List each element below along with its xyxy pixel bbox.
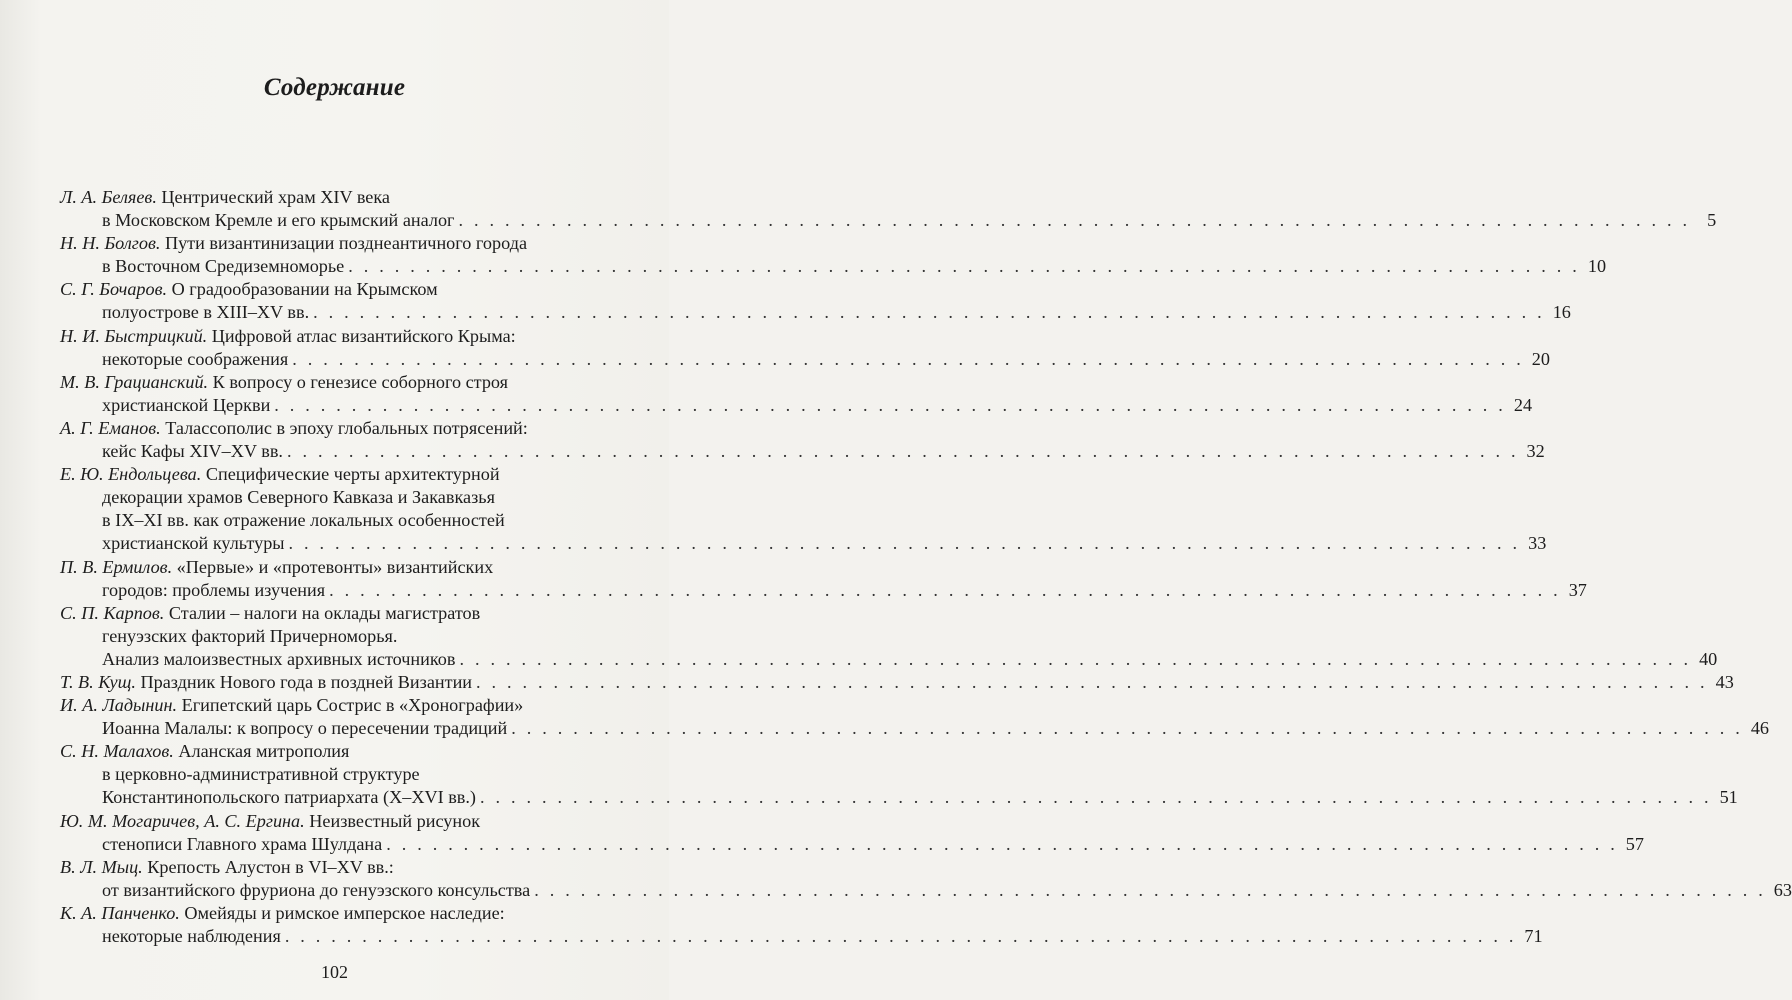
toc-entry[interactable] (60, 232, 1607, 278)
toc-entry-line (60, 902, 612, 925)
toc-entry-text (102, 717, 507, 740)
toc-entry-author: Т. В. Кущ. (60, 671, 136, 692)
toc-entry-author: К. А. Панченко. (60, 902, 180, 923)
toc-entry-text (102, 833, 382, 856)
toc-entry-title: христианской Церкви (102, 394, 271, 415)
toc-entry-title: Праздник Нового года в поздней Византии (140, 671, 473, 692)
toc-entry-text (60, 903, 505, 923)
toc-entry-text (60, 857, 394, 877)
toc-entry-title: Специфические черты архитектурной (205, 464, 500, 485)
toc-entry-line (60, 186, 612, 209)
toc-entry[interactable] (60, 556, 1587, 602)
toc-entry-page: 5 (1707, 210, 1717, 231)
toc-entry-line (60, 209, 1717, 232)
toc-entry-text (60, 279, 438, 299)
toc-entry-text (102, 532, 285, 555)
dot-leader: . . . . . . . . . . . . . . . . . . . . . . . . . . . . . . . . . . . . . . . . . . . . . . . . . . . . . . . . . . . . . . . . . . . . . . . . . . . . . . . . (288, 533, 1521, 554)
toc-entry-title: в Восточном Средиземноморье (102, 256, 345, 277)
toc-entry-title: Талассополис в эпоху глобальных потрясений: (165, 417, 528, 438)
dot-leader: . . . . . . . . . . . . . . . . . . . . . . . . . . . . . . . . . . . . . . . . . . . . . . . . . . . . . . . . . . . . . . . . . . . . . . . . . . . . . . . . (286, 441, 1519, 462)
toc-entry-text (102, 786, 476, 809)
toc-entry-text (60, 326, 516, 346)
toc-entry-line (60, 879, 1792, 902)
toc-entry-title: О градообразовании на Крымском (171, 279, 438, 300)
toc-entry-title: Пути византинизации позднеантичного города (164, 233, 528, 254)
toc-entry-title: Сталии – налоги на оклады магистратов (168, 602, 481, 623)
toc-entry-page: 57 (1625, 833, 1644, 854)
toc-entry-text (60, 603, 480, 623)
toc-entry-title: некоторые соображения (102, 348, 289, 369)
toc-entry-title: декорации храмов Северного Кавказа и Закавказья (102, 487, 495, 508)
toc-entry-line (60, 417, 612, 440)
toc-entry-line (60, 648, 1718, 671)
toc-entry-text (102, 879, 530, 902)
toc-entry-title: Аланская митрополия (178, 741, 350, 762)
toc-entry-text (60, 418, 528, 438)
dot-leader: . . . . . . . . . . . . . . . . . . . . . . . . . . . . . . . . . . . . . . . . . . . . . . . . . . . . . . . . . . . . . . . . . . . . . . . . . . . . . . . . (458, 210, 1691, 231)
toc-entry-author: В. Л. Мыц. (60, 856, 143, 877)
toc-entry-author: П. В. Ермилов. (60, 556, 173, 577)
page-title: Содержание (263, 74, 406, 101)
toc-entry-title: кейс Кафы XIV–XV вв. (102, 441, 283, 462)
toc-entry-author: С. Г. Бочаров. (60, 279, 168, 300)
toc-entry-text (60, 557, 493, 577)
toc-entry-line (60, 625, 612, 648)
toc-entry-text (102, 626, 397, 646)
toc-entry-line (60, 348, 1550, 371)
toc-entry-title: христианской культуры (102, 533, 285, 554)
toc-entry[interactable] (60, 694, 1770, 740)
toc-entry-line (60, 671, 1734, 694)
toc-entry-line (60, 717, 1770, 740)
toc-entry-text (60, 741, 349, 761)
dot-leader: . . . . . . . . . . . . . . . . . . . . . . . . . . . . . . . . . . . . . . . . . . . . . . . . . . . . . . . . . . . . . . . . . . . . . . . . . . . . . . . . (459, 648, 1692, 669)
toc-entry-line (60, 856, 612, 879)
dot-leader: . . . . . . . . . . . . . . . . . . . . . . . . . . . . . . . . . . . . . . . . . . . . . . . . . . . . . . . . . . . . . . . . . . . . . . . . . . . . . . . . (274, 394, 1507, 415)
toc-entry-title: «Первые» и «протевонты» византийских (176, 556, 494, 577)
toc-entry-author: Е. Ю. Ендольцева. (60, 464, 202, 485)
toc-entry-text (60, 695, 523, 715)
toc-entry-page: 10 (1587, 256, 1607, 277)
toc-entry-author: М. В. Грацианский. (60, 371, 209, 392)
toc-entry[interactable] (60, 671, 1734, 694)
toc-entry-title: Константинопольского патриархата (X–XVI вв.) (102, 787, 476, 808)
toc-entry-author: Л. А. Беляев. (60, 187, 157, 207)
toc-entry[interactable] (60, 278, 1571, 324)
toc-entry-title: от византийского фруриона до генуэзского консульства (102, 879, 531, 900)
toc-entry-title: Омейяды и римское имперское наследие: (184, 902, 505, 923)
toc-entry-line (60, 579, 1587, 602)
toc-entry-text (102, 510, 505, 530)
toc-entry-text (102, 440, 283, 463)
toc-entry-text (102, 394, 270, 417)
toc-entry-page: 24 (1513, 394, 1533, 415)
toc-entry-title: К вопросу о генезисе соборного строя (212, 371, 509, 392)
toc-entry[interactable] (60, 740, 1738, 809)
toc-entry-title: городов: проблемы изучения (102, 579, 326, 600)
toc-entry-title: Египетский царь Сострис в «Хронографии» (181, 695, 524, 716)
toc-entry-page: 20 (1531, 348, 1550, 369)
dot-leader: . . . . . . . . . . . . . . . . . . . . . . . . . . . . . . . . . . . . . . . . . . . . . . . . . . . . . . . . . . . . . . . . . . . . . . . . . . . . . . . . (284, 926, 1517, 946)
toc-entry-text (102, 925, 281, 948)
toc-entry-title: в Московском Кремле и его крымский аналог (102, 210, 455, 231)
toc-entry-line (60, 371, 612, 394)
toc-entry-title: полуострове в XIII–XV вв. (102, 302, 310, 323)
toc-entry-page: 16 (1552, 302, 1571, 323)
toc-entry-author: С. Н. Малахов. (60, 741, 174, 762)
toc-entry-page: 37 (1568, 579, 1587, 600)
toc-entry-line (60, 301, 1571, 324)
toc-entry-line (60, 740, 612, 763)
toc-entry-text (60, 187, 390, 207)
toc-entry-text (102, 764, 420, 784)
toc-entry-title: в церковно-административной структуре (102, 764, 420, 785)
toc-entry-page: 40 (1699, 648, 1718, 669)
toc-entry-line (60, 232, 612, 255)
toc-entry-text (60, 372, 508, 392)
toc-entry[interactable] (60, 417, 1545, 463)
toc-entry[interactable] (60, 325, 1550, 371)
toc-entry-title: Иоанна Малалы: к вопросу о пересечении традиций (102, 718, 508, 739)
toc-entry[interactable] (60, 602, 1718, 671)
toc-entry-title: Крепость Алустон в VI–XV вв.: (147, 856, 394, 877)
toc-entry-page: 46 (1750, 718, 1770, 739)
dot-leader: . . . . . . . . . . . . . . . . . . . . . . . . . . . . . . . . . . . . . . . . . . . . . . . . . . . . . . . . . . . . . . . . . . . . . . . . . . . . . . . . (511, 718, 1744, 739)
toc-entry-line (60, 602, 612, 625)
toc-entry-line (60, 786, 1738, 809)
toc-entry-line (60, 440, 1545, 463)
toc-entry[interactable] (60, 856, 1792, 902)
toc-entry-text (102, 648, 455, 671)
toc-entry-text (102, 348, 288, 371)
dot-leader: . . . . . . . . . . . . . . . . . . . . . . . . . . . . . . . . . . . . . . . . . . . . . . . . . . . . . . . . . . . . . . . . . . . . . . . . . . . . . . . . (534, 879, 1766, 900)
toc-entry[interactable] (60, 371, 1533, 417)
toc-entry[interactable] (60, 810, 1644, 856)
page-number: 102 (321, 962, 348, 982)
toc-entry-line (60, 694, 612, 717)
toc-entry-page: 33 (1528, 533, 1547, 554)
toc-entry-page: 43 (1715, 671, 1734, 692)
toc-entry-title: стенописи Главного храма Шулдана (102, 833, 383, 854)
toc-entry[interactable] (60, 463, 1547, 555)
toc-entry-line (60, 763, 612, 786)
toc-entry-line (60, 255, 1607, 278)
toc-entry-title: генуэзских факторий Причерноморья. (102, 625, 398, 646)
dot-leader: . . . . . . . . . . . . . . . . . . . . . . . . . . . . . . . . . . . . . . . . . . . . . . . . . . . . . . . . . . . . . . . . . . . . . . . . . . . . . . . . (479, 787, 1712, 808)
dot-leader: . . . . . . . . . . . . . . . . . . . . . . . . . . . . . . . . . . . . . . . . . . . . . . . . . . . . . . . . . . . . . . . . . . . . . . . . . . . . . . . . (313, 302, 1545, 323)
toc-entry-line (60, 486, 612, 509)
toc-entry-page: 51 (1719, 787, 1738, 808)
toc-entry-author: И. А. Ладынин. (60, 695, 178, 716)
toc-entry-author: Н. Н. Болгов. (60, 233, 161, 254)
toc-entry-title: некоторые наблюдения (102, 926, 281, 946)
toc-entry-text (102, 209, 455, 232)
toc-entry-text (102, 487, 495, 507)
toc-entry[interactable] (60, 186, 1717, 232)
toc-entry-text (60, 233, 527, 253)
toc-entry-page: 71 (1524, 926, 1543, 946)
dot-leader: . . . . . . . . . . . . . . . . . . . . . . . . . . . . . . . . . . . . . . . . . . . . . . . . . . . . . . . . . . . . . . . . . . . . . . . . . . . . . . . . (476, 671, 1708, 692)
toc-entry-page: 32 (1526, 441, 1545, 462)
toc-entry-line (60, 556, 612, 579)
toc-entry-text (102, 579, 325, 602)
toc-entry-title: Центрический храм XIV века (161, 187, 390, 207)
toc-entry-line (60, 532, 1547, 555)
toc-entry-author: А. Г. Еманов. (60, 417, 161, 438)
toc-entry-author: Н. И. Быстрицкий. (60, 325, 208, 346)
toc-entry-text (60, 464, 500, 484)
toc-entry[interactable] (60, 902, 1543, 948)
dot-leader: . . . . . . . . . . . . . . . . . . . . . . . . . . . . . . . . . . . . . . . . . . . . . . . . . . . . . . . . . . . . . . . . . . . . . . . . . . . . . . . . (329, 579, 1561, 600)
toc-entry-text (60, 671, 472, 694)
toc-entry-line (60, 394, 1533, 417)
toc-entry-author: С. П. Карпов. (60, 602, 165, 623)
toc-entry-line (60, 833, 1644, 856)
toc-entry-line (60, 810, 612, 833)
toc-entry-line (60, 463, 612, 486)
toc-entry-page: 63 (1773, 879, 1792, 900)
toc-entry-text (102, 255, 344, 278)
toc-entry-line (60, 925, 1543, 948)
dot-leader: . . . . . . . . . . . . . . . . . . . . . . . . . . . . . . . . . . . . . . . . . . . . . . . . . . . . . . . . . . . . . . . . . . . . . . . . . . . . . . . . (292, 348, 1524, 369)
toc-entry-line (60, 509, 612, 532)
toc-entry-text (102, 301, 309, 324)
dot-leader: . . . . . . . . . . . . . . . . . . . . . . . . . . . . . . . . . . . . . . . . . . . . . . . . . . . . . . . . . . . . . . . . . . . . . . . . . . . . . . . . (386, 833, 1618, 854)
toc-entry-title: в IX–XI вв. как отражение локальных особенностей (102, 510, 505, 531)
dot-leader: . . . . . . . . . . . . . . . . . . . . . . . . . . . . . . . . . . . . . . . . . . . . . . . . . . . . . . . . . . . . . . . . . . . . . . . . . . . . . . . . (348, 256, 1581, 277)
table-of-contents (60, 186, 1792, 948)
toc-entry-text (60, 811, 480, 831)
toc-entry-title: Неизвестный рисунок (309, 810, 481, 831)
toc-entry-line (60, 325, 612, 348)
toc-entry-line (60, 278, 612, 301)
toc-entry-title: Анализ малоизвестных архивных источников (102, 648, 456, 669)
toc-entry-title: Цифровой атлас византийского Крыма: (211, 325, 516, 346)
toc-entry-author: Ю. М. Могаричев, А. С. Ергина. (60, 810, 305, 831)
